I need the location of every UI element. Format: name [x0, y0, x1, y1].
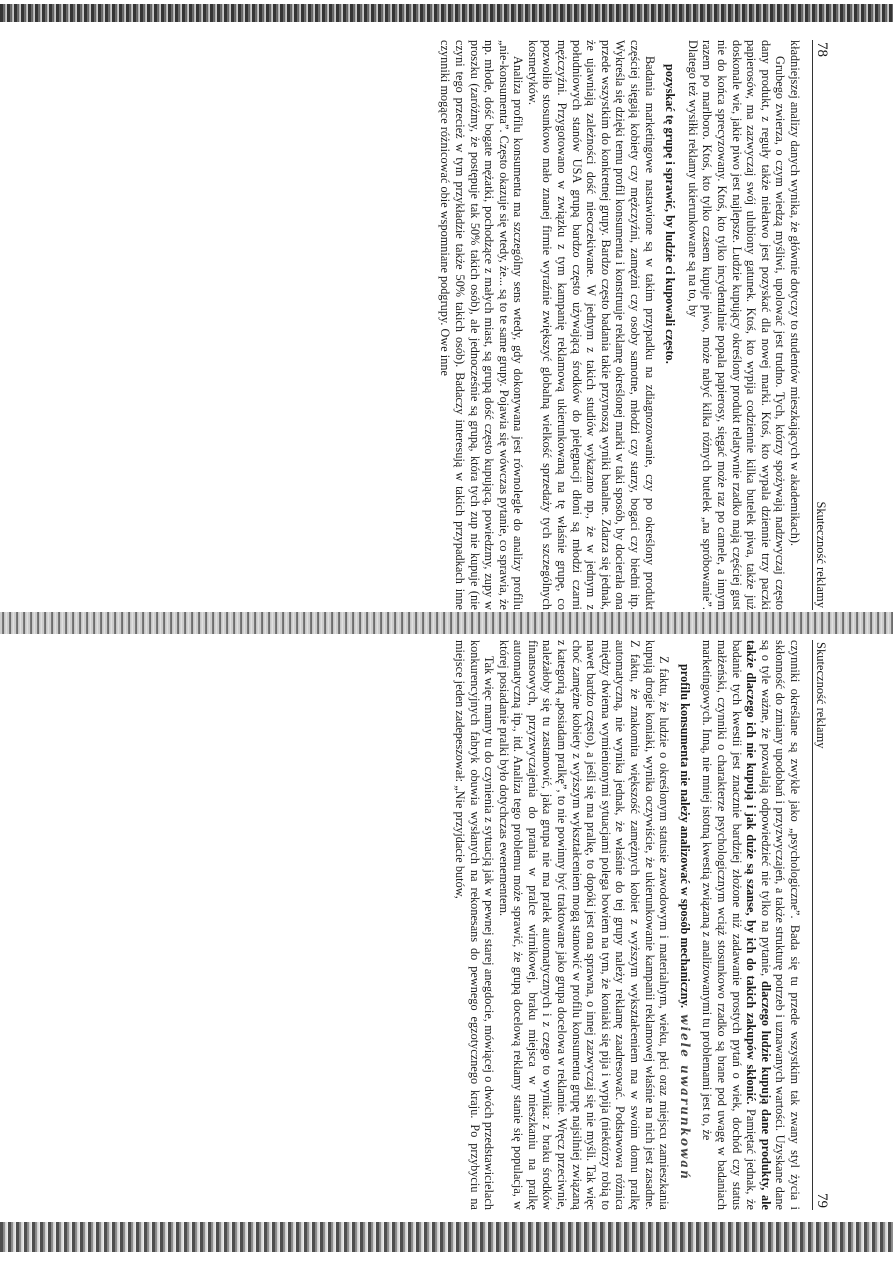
- book-page-79: [25, 640, 835, 1210]
- page-header: [812, 640, 835, 1210]
- paragraph-text: Pamiętać jednak, że badanie tych kwestii jest znacznie bardziej złożone niż zadawanie prostych pytań o wiek, dochód czy status małżeński, czynniki o charakterze psychologicznym wciąż stosunkowo rzadko są brane pod uwagę w badaniach marketingowych. Inną, nie mniej istotną kwestią związaną z analizowanymi tu problemami jest to, że: [700, 640, 759, 1210]
- section-heading: pozyskać tę grupę i sprawić, by ludzie ci kupowali często.: [663, 64, 678, 364]
- running-title: Skuteczność reklamy: [814, 501, 828, 608]
- paragraph: Grubego zwierza, o czym wiedzą myśliwi, upolować jest trudno. Tych, którzy spożywają nadzwyczaj często dany produkt, z reguły także niełatwo jest pozyskać dla nowej marki. Ktoś, kto wypala dziennie trzy paczki papierosów, ma zazwyczaj swój ulubiony gatunek. Ktoś, kto wypija codziennie kilka butelek piwa, także już doskonale wie, jakie piwo jest najlepsze. Ludzie kupujący określony produkt relatywnie rzadko mają częściej gust nie do końca sprecyzowany. Ktoś, kto tylko incydentalnie popala papierosy, sięgać może raz po camele, a innym razem po marlboro. Ktoś, kto tylko czasem kupuje piwo, może nabyć kilka różnych butelek „na spróbowanie”. Dlatego też wysiłki reklamy ukierunkowane są na to, by: [685, 40, 788, 610]
- paragraph: Badania marketingowe nastawione są w takim przypadku na zdiagnozowanie, czy po określony produkt częściej sięgają kobiety czy mężczyźni, zamężni czy osoby samotne, młodzi czy starzy, bogaci czy biedni itp. Wykreśla się dzięki temu profil konsumenta i konstruuje reklamę określonej marki w taki sposób, by docierała ona przede wszystkim do konkretnej grupy. Bardzo często badania takie przynoszą wyniki banalne. Zdarza się jednak, że ujawniają zależności dość nieoczekiwane. W jednym z takich studiów wykazano np., że w jednym z południowych stanów USA grupą bardzo często używającą środków do pielęgnacji dłoni są młodzi czarni mężczyźni. Przygotowano w związku z tym kampanię reklamową ukierunkowaną na tę właśnie grupę, co pozwoliło stosunkowo mało znanej firmie wyraźnie zwiększyć globalną wielkość sprzedaży tych szczególnych kosmetyków.: [525, 40, 657, 610]
- page-number: 78: [814, 42, 830, 57]
- page-number: 79: [814, 1193, 830, 1208]
- paragraph: Tak więc mamy tu do czynienia z sytuacją jak w pewnej starej anegdocie, mówiącej o dwóch przedstawicielach konkurencyjnych fabryk obuwia wysłanych na rekonesans do pewnego egzotycznego kraju. Po przybyciu na miejsce jeden zadepeszował: „Nie przyjdacie butów,: [452, 640, 497, 1210]
- handwritten-note: wiele uwarunkowań: [677, 1014, 692, 1181]
- page-body: [452, 640, 802, 1210]
- heading-text: profilu konsumenta nie należy analizować w sposób mechaniczny.: [677, 664, 692, 1009]
- page-body: [438, 40, 802, 610]
- paragraph: kładniejszej analizy danych wynika, że głównie dotyczy to studentów mieszkających w akademikach).: [788, 40, 802, 547]
- section-heading: [677, 640, 692, 1210]
- book-page-78: [25, 40, 835, 610]
- bold-phrase: dlaczego ludzie kupują dane produkty, ale także dlaczego ich nie kupują i jak duże są szanse, by ich do takich zakupów skłonić.: [744, 640, 773, 1210]
- page-header: [812, 40, 835, 610]
- running-title: Skuteczność reklamy: [814, 642, 828, 749]
- paragraph: Analiza profilu konsumenta ma szczególny sens wtedy, gdy dokonywana jest równolegle do analizy profilu „nie-konsumenta”. Często okazuje się wtedy, że... są to te same grupy. Pojawia się wówczas pytanie, co sprawia, że np. młode, dość bogate mężatki, pochodzące z małych miast, są grupą dość często kupującą, powiedzmy, zupy w proszku (zaróżmy, że postępuje tak 50% takich osób), ale jednocześnie są grupą, która tych zup nie kupuje (nie czyni tego przecież w tym przykładzie także 50% takich osób). Badaczy interesują w takich przypadkach inne czynniki mogące różnicować obie wspomniane podgrupy. Owe inne: [438, 40, 526, 610]
- paragraph: Z faktu, że ludzie o określonym statusie zawodowym i materialnym, wieku, płci oraz miejscu zamieszkania kupują drogie koniaki, wynika oczywiście, że ukierunkowanie kampanii reklamowej właśnie na nich jest zasadne. Z faktu, że znakomita większość zamężnych kobiet z wyższym wykształceniem ma w swoim domu pralkę automatyczną, nie wynika jednak, że właśnie do tej grupy należy reklamę zaadresować. Podstawowa różnica między dwiema wymienionymi sytuacjami polega bowiem na tym, że koniaki się pija i wypija (niektórzy robią to nawet bardzo często), a jeśli się ma pralkę, to dopóki jest ona sprawna, o innej zazwyczaj się nie myśli. Tak więc choć zamężne kobiety z wyższym wykształceniem mogą stanowić w profilu konsumenta grupę najsilniej związaną z kategorią „posiadam pralkę”, to nie powinny być traktowane jako grupa docelowa w reklamie. Wręcz przeciwnie, należałoby się tu zastanowić, jaka grupa nie ma pralek automatycznych i z czego to wynika: z braku środków finansowych, przyzwyczajenia do prania w pralce wirnikowej, braku miejsca w mieszkaniu na pralkę automatyczną itp., itd. Analiza tego problemu może sprawić, że grupą docelową reklamy stanie się populacja, w której posiadanie pralki było dotychczas ewenementem.: [496, 640, 672, 1210]
- scan-streak-bottom: [0, 1222, 893, 1252]
- paragraph-text: czynniki określane są zwykle jako „psychologiczne”. Bada się tu przede wszystkim tak zwany styl życia i skłonność do zmiany upodobań i przyzwyczajeń, a także strukturę potrzeb i uznawanych wartości. Uzyskane dane są o tyle ważne, że pozwalają odpowiedzieć nie tylko na pytanie,: [758, 640, 802, 1210]
- paragraph: [700, 640, 802, 1210]
- scan-streak-middle: [0, 612, 893, 634]
- scan-streak-top: [0, 4, 893, 22]
